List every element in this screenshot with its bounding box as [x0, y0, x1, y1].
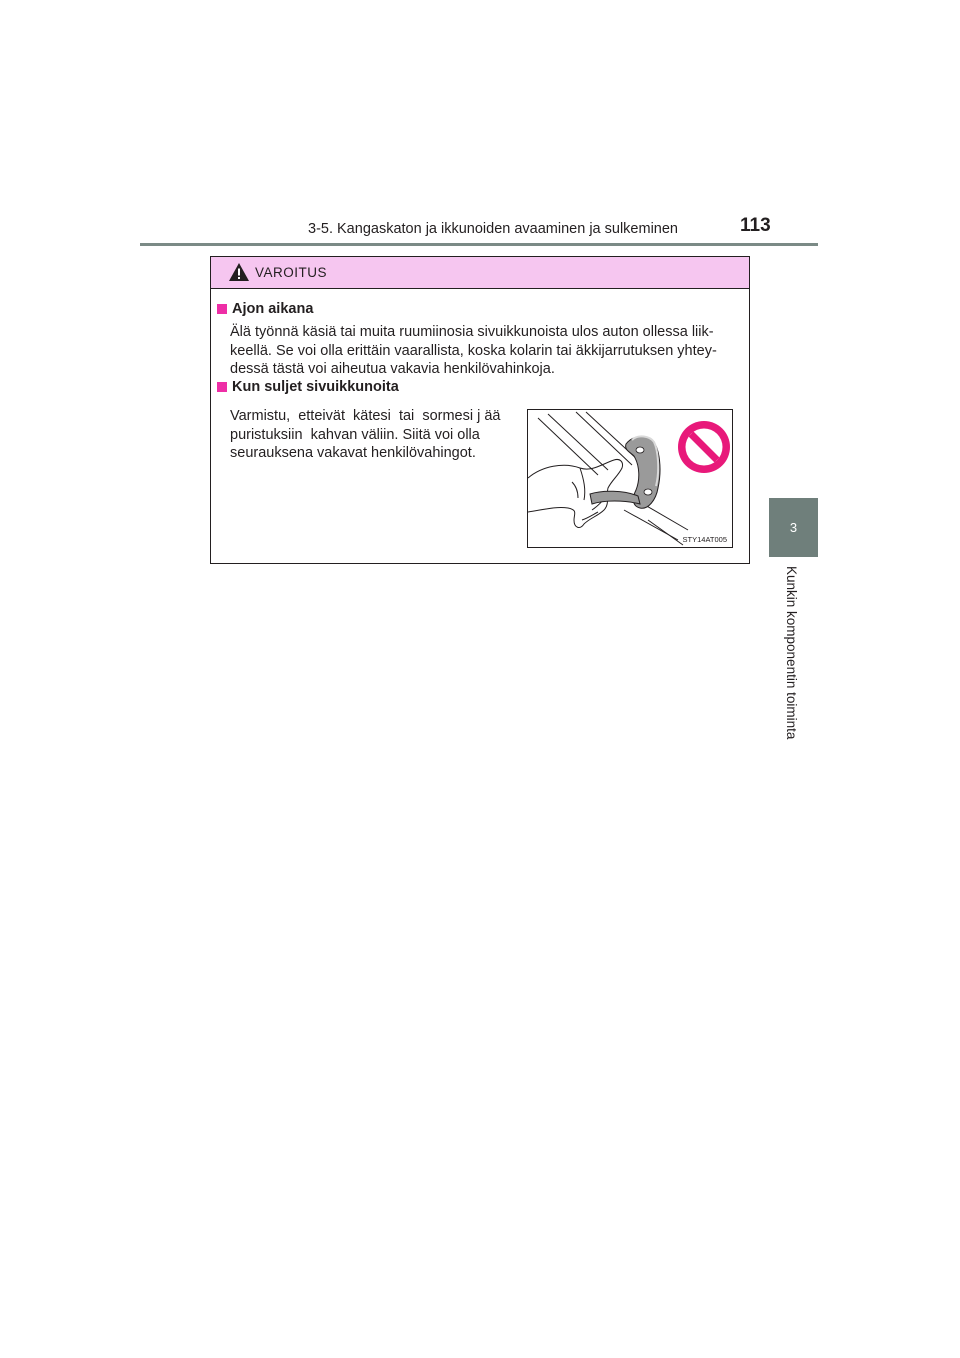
- page-header-title: 3-5. Kangaskaton ja ikkunoiden avaaminen ja sulkeminen: [308, 221, 678, 237]
- chapter-title: Kunkin komponentin toiminta: [784, 566, 799, 740]
- warning-triangle-icon: [228, 262, 250, 282]
- header-rule: [140, 243, 818, 246]
- chapter-number: 3: [789, 520, 798, 535]
- body-line: seurauksena vakavat henkilövahingot.: [230, 445, 476, 461]
- chapter-tab: [769, 498, 818, 557]
- warning-box: [210, 256, 750, 564]
- section-heading-label: Ajon aikana: [232, 301, 314, 317]
- bullet-square-icon: [217, 382, 227, 392]
- prohibition-icon: [678, 421, 730, 473]
- body-line: dessä tästä voi aiheutua vakavia henkilövahinkoja.: [230, 361, 555, 377]
- body-line: Älä työnnä käsiä tai muita ruumiinosia sivuikkunoista ulos auton ollessa liik-: [230, 324, 714, 340]
- page-number: 113: [740, 215, 771, 236]
- section-heading-kun-suljet: [217, 379, 399, 395]
- section-heading-label: Kun suljet sivuikkunoita: [232, 379, 399, 395]
- body-line: Varmistu, etteivät kätesi tai sormesi j ää: [230, 408, 501, 424]
- section-body-kun-suljet: [230, 407, 501, 463]
- section-heading-ajon-aikana: [217, 301, 313, 317]
- figure-code: STY14AT005: [682, 535, 727, 544]
- warning-header: [211, 257, 749, 289]
- body-line: keellä. Se voi olla erittäin vaarallista, koska kolarin tai äkkijarrutuksen yhtey-: [230, 342, 717, 359]
- body-line: puristuksiin kahvan väliin. Siitä voi olla: [230, 426, 480, 443]
- bullet-square-icon: [217, 304, 227, 314]
- warning-label: VAROITUS: [255, 265, 328, 280]
- hand-on-handle-illustration: [528, 410, 732, 547]
- illustration-window-handle: [527, 409, 733, 548]
- section-body-ajon-aikana: [230, 323, 717, 379]
